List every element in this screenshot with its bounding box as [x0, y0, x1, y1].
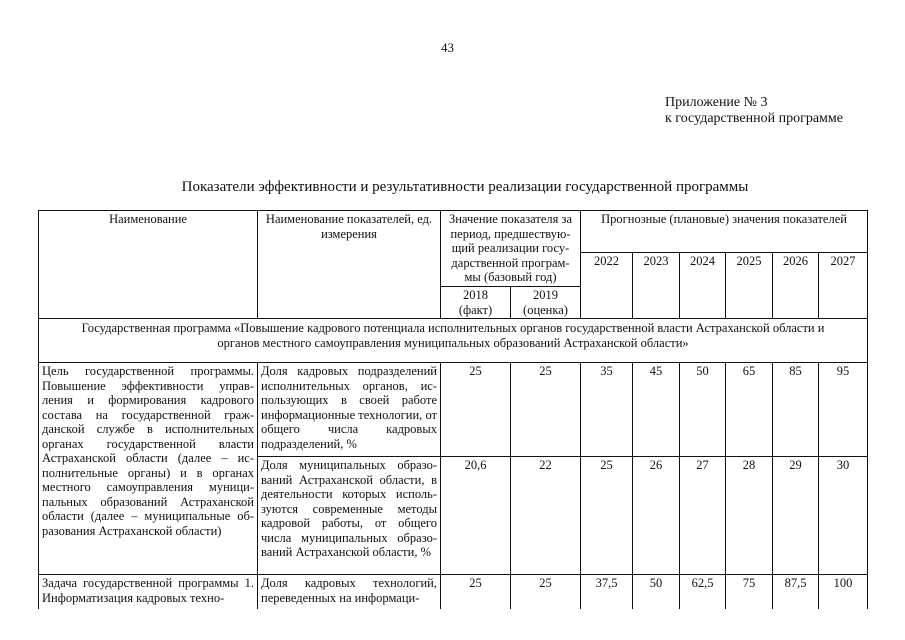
appendix-line-2: к государственной программе: [665, 111, 843, 126]
header-year-2018-value: 2018: [463, 288, 488, 302]
header-year-2019-note: (оценка): [523, 302, 568, 317]
header-year-2019: [511, 287, 581, 319]
value-2027: 95: [819, 363, 868, 457]
header-year-2025: 2025: [726, 253, 773, 319]
header-year-2027: 2027: [819, 253, 868, 319]
value-2024: 50: [680, 363, 726, 457]
header-year-2024: 2024: [680, 253, 726, 319]
page-number: 43: [441, 40, 454, 55]
value-2026: 29: [773, 457, 819, 575]
document-title: Показатели эффективности и результативности реализации государственной программы: [181, 179, 749, 195]
value-2027: 30: [819, 457, 868, 575]
value-2022: 37,5: [581, 575, 633, 609]
value-2025: 28: [726, 457, 773, 575]
indicator-cell: Доля кадровых технологий, переведенных на информаци-: [258, 575, 441, 609]
value-2023: 45: [633, 363, 680, 457]
indicator-cell: Доля муниципальных образо-ваний Астраханской области, в деятельности которых исполь-зуются современные методы кадровой работы, от общего числа муниципальных образо-ваний Астраханской области, %: [258, 457, 441, 575]
indicators-table: [38, 210, 868, 609]
header-year-2022: 2022: [581, 253, 633, 319]
header-year-2018-note: (факт): [458, 302, 493, 317]
value-2018: 25: [441, 363, 511, 457]
value-2022: 25: [581, 457, 633, 575]
goal-cell: Цель государственной программы. Повышение эффективности управ-ления и формирования кадрового состава на государственной граж-данской службе в исполнительных органах государственной власти Астраханской области (далее – ис-полнительные органы) и в органах местного самоуправления муници-пальных образований Астраханской области (далее – муниципальные об-разования Астраханской области): [39, 363, 258, 575]
value-2023: 50: [633, 575, 680, 609]
value-2026: 85: [773, 363, 819, 457]
appendix-line-1: Приложение № 3: [665, 95, 768, 110]
table-row: [39, 575, 868, 609]
program-title-row: Государственная программа «Повышение кадрового потенциала исполнительных органов государственной власти Астраханской области и органов местного самоуправления муниципальных образований Астраханской области»: [39, 319, 868, 363]
header-name: Наименование: [39, 211, 258, 319]
value-2025: 65: [726, 363, 773, 457]
table-row: [39, 363, 868, 457]
value-2027: 100: [819, 575, 868, 609]
header-year-2018: [441, 287, 511, 319]
value-2018: 25: [441, 575, 511, 609]
value-2022: 35: [581, 363, 633, 457]
value-2018: 20,6: [441, 457, 511, 575]
value-2019: 25: [511, 575, 581, 609]
header-forecast: Прогнозные (плановые) значения показателей: [581, 211, 868, 253]
appendix-note: [665, 95, 843, 127]
header-year-2026: 2026: [773, 253, 819, 319]
value-2024: 62,5: [680, 575, 726, 609]
value-2019: 25: [511, 363, 581, 457]
value-2023: 26: [633, 457, 680, 575]
value-2026: 87,5: [773, 575, 819, 609]
task-cell: Задача государственной программы 1. Информатизация кадровых техно-: [39, 575, 258, 609]
value-2019: 22: [511, 457, 581, 575]
header-year-2019-value: 2019: [533, 288, 558, 302]
value-2025: 75: [726, 575, 773, 609]
value-2024: 27: [680, 457, 726, 575]
header-base-period: Значение показателя за период, предшествую-щий реализации госу-дарственной програм-мы (базовый год): [441, 211, 581, 287]
header-indicator: Наименование показателей, ед. измерения: [258, 211, 441, 319]
header-year-2023: 2023: [633, 253, 680, 319]
indicator-cell: Доля кадровых подразделений исполнительных органов, ис-пользующих в своей работе информационные технологии, от общего числа кадровых подразделений, %: [258, 363, 441, 457]
